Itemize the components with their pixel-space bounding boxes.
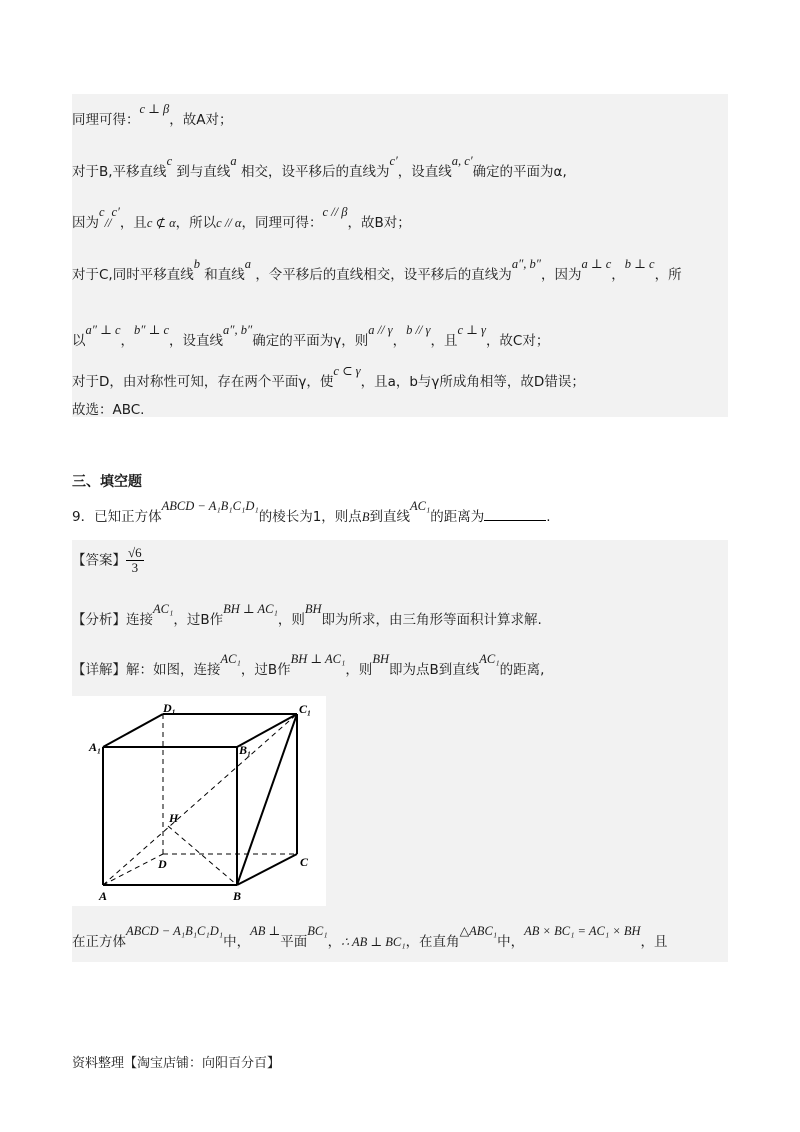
text: .	[546, 509, 551, 525]
math: △ABC₁	[459, 924, 498, 938]
text: ，且a，b与γ所成角相等，故D错误；	[360, 374, 585, 390]
text: 平面	[280, 934, 308, 950]
final-line	[72, 924, 668, 950]
math: BC₁	[307, 924, 328, 938]
math: c	[99, 205, 105, 219]
text: ，且	[640, 934, 668, 950]
text: 对于C,同时平移直线	[72, 267, 194, 283]
label-c1: C₁	[299, 702, 312, 716]
text: ，故C对；	[485, 333, 550, 349]
label-b1: B₁	[239, 743, 252, 757]
math: a // γ	[368, 323, 393, 337]
text: ，	[327, 934, 342, 950]
text: ，故A对；	[169, 112, 233, 128]
math: b // γ	[406, 323, 431, 337]
text: 对于B,平移直线	[72, 164, 167, 180]
answer-label: 【答案】	[72, 552, 126, 569]
math: B	[361, 510, 370, 524]
solution-line-e	[72, 323, 550, 349]
math: AC₁	[409, 499, 431, 513]
text: 确定的平面为α,	[472, 164, 567, 180]
edge-a1d1	[103, 714, 163, 747]
solution-choice: 故选：ABC.	[72, 402, 145, 418]
fraction-numerator: √6	[128, 545, 142, 560]
text: ，在直角	[405, 934, 460, 950]
label-a: A	[99, 889, 108, 903]
detail-line	[72, 652, 545, 678]
math: a	[230, 154, 237, 168]
text: 相交，设平移后的直线为	[240, 164, 390, 180]
text: 的距离,	[499, 662, 545, 678]
text: ，且	[119, 215, 147, 231]
solution-line-b	[72, 154, 567, 180]
footer-source: 资料整理【淘宝店铺：向阳百分百】	[72, 1056, 281, 1071]
math: a″, b″	[223, 323, 253, 337]
answer-blank	[484, 508, 546, 521]
math: b″ ⊥ c	[134, 323, 170, 337]
math: a	[244, 257, 252, 271]
math: //	[104, 216, 112, 230]
text: 以	[72, 333, 86, 349]
math: a, c′	[451, 154, 473, 168]
math: ABCD − A₁B₁C₁D₁	[161, 499, 259, 513]
text: 对于D，由对称性可知，存在两个平面γ，使	[72, 374, 334, 390]
text: 的棱长为1，则点	[258, 509, 362, 525]
label-d1: D₁	[163, 701, 176, 715]
text: 中，	[223, 934, 251, 950]
math: BH ⊥ AC₁	[290, 652, 346, 666]
label-d: D	[158, 857, 167, 871]
text: 到直线	[369, 509, 410, 525]
text: 解：如图，连接	[126, 662, 221, 678]
text: ，	[392, 333, 407, 349]
text: ，	[611, 267, 625, 283]
math: c	[166, 154, 173, 168]
math: a″ ⊥ c	[85, 323, 121, 337]
text: ，所	[654, 267, 682, 283]
text: ，	[120, 333, 135, 349]
answer-fraction	[126, 546, 144, 575]
math: a ⊥ c	[581, 257, 612, 271]
label-c: C	[300, 855, 309, 869]
question-9	[72, 499, 551, 525]
solution-line-d	[72, 257, 682, 283]
text: 确定的平面为γ，则	[252, 333, 369, 349]
text: ，设直线	[397, 164, 452, 180]
math: b	[193, 257, 200, 271]
text: 的距离为	[430, 509, 485, 525]
text: ，且	[430, 333, 458, 349]
line-bh	[168, 826, 237, 885]
text: ，则	[277, 612, 305, 628]
text: ，故B对；	[347, 215, 411, 231]
detail-label: 【详解】	[72, 662, 126, 678]
math: c ⊥ β	[139, 102, 170, 116]
math: AB ⊥	[250, 924, 281, 938]
cube-figure	[72, 696, 326, 906]
text: ，过B作	[240, 662, 291, 678]
math: AB × BC₁ = AC₁ × BH	[524, 924, 641, 938]
text: ，令平移后的直线相交，设平移后的直线为	[255, 267, 512, 283]
text: 同理可得：	[72, 112, 140, 128]
text: ，设直线	[169, 333, 224, 349]
text: 和直线	[204, 267, 245, 283]
math: BH ⊥ AC₁	[223, 602, 278, 616]
text: 即为所求，由三角形等面积计算求解.	[321, 612, 542, 628]
text: ，因为	[540, 267, 582, 283]
text: ，所以	[175, 215, 217, 231]
text: ，则	[345, 662, 373, 678]
text: ，过B作	[173, 612, 224, 628]
text: 因为	[72, 215, 99, 231]
text: 连接	[126, 612, 153, 628]
section-title: 三、填空题	[72, 474, 142, 490]
label-h: H	[169, 811, 179, 825]
math: c // α	[216, 216, 242, 230]
math: c ⊄ α	[146, 216, 176, 230]
label-a1: A₁	[89, 740, 102, 754]
text: ，同理可得：	[241, 215, 323, 231]
math: ∴ AB ⊥ BC₁	[341, 935, 406, 949]
analysis-line	[72, 602, 542, 628]
math: c′	[389, 154, 398, 168]
math: ABCD − A₁B₁C₁D₁	[126, 924, 224, 938]
answer-line	[72, 546, 144, 575]
math: b ⊥ c	[624, 257, 655, 271]
text: 9．已知正方体	[72, 509, 162, 525]
math: c // β	[322, 205, 348, 219]
math: BH	[372, 652, 390, 666]
text: 中，	[497, 934, 525, 950]
math: c ⊥ γ	[457, 323, 486, 337]
text: 到与直线	[176, 164, 231, 180]
analysis-label: 【分析】	[72, 612, 126, 628]
math: c ⊂ γ	[333, 364, 361, 378]
math: AC₁	[479, 652, 500, 666]
cube-diagram	[72, 696, 326, 906]
solution-line-f	[72, 364, 585, 390]
solution-line-c	[72, 205, 411, 231]
math: BH	[304, 602, 322, 616]
math: a″, b″	[511, 257, 541, 271]
math: AC₁	[220, 652, 241, 666]
solution-block-1	[72, 94, 728, 417]
math: c′	[111, 205, 120, 219]
solution-line-a	[72, 102, 233, 128]
math: AC₁	[153, 602, 174, 616]
fraction-denominator: 3	[131, 560, 139, 575]
text: 在正方体	[72, 934, 126, 950]
text: 即为点B到直线	[389, 662, 480, 678]
label-b: B	[233, 889, 242, 903]
